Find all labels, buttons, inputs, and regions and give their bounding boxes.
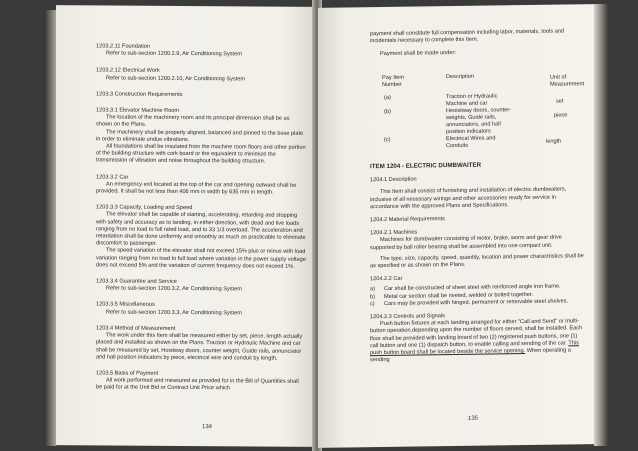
page-number: 135 — [468, 415, 479, 422]
table-cell: set — [556, 98, 564, 105]
column-header: Description — [446, 73, 474, 81]
table-cell: length — [546, 138, 562, 145]
section-text: All foundations shall be insulated from the machine room floors and other portion of the building structure with cork board or the equivalent to minimize the transmission of vibration and noise throughout the building structure. — [96, 143, 306, 165]
car-list — [370, 284, 586, 309]
table-cell: (a) — [384, 94, 391, 102]
column-header: Unit of Measurement — [550, 74, 585, 88]
section-heading: 1203.2.12 Electrical Work — [96, 67, 160, 75]
section-text: Push button fixtures at each landing arranged for either "Call and Send" or multi-button operation,depending upon the number of floors served, shall be installed. Each floor shall be provided with landing board of two (2) registered push buttons, one (1) call button and one (1) dispatch button, to enable calling and sending of the car. This push button board shall be located beside the service opening. When operating a sending — [370, 318, 583, 364]
table-cell: (b) — [384, 108, 391, 116]
list-item: a) Car shall be constructed of sheet steel with reinforced angle iron frame. — [370, 283, 561, 293]
section-heading: 1203.3.5 Miscellaneous — [96, 301, 155, 309]
section-text: This Item shall consist of furnishing and installation of electric dumbwaiters, inclusive of all necessary wirings and other accessories ready for service in accordance with the approved Plans and Specifications. — [370, 186, 567, 211]
pay-items-table — [382, 72, 585, 153]
section-text: payment shall constitute full compensation including labor, materials, tools and incidentals necessary to complete this Item. — [370, 28, 565, 45]
left-page-edge — [44, 10, 56, 446]
section-heading: 1203.5 Basis of Payment — [96, 370, 159, 377]
section-text: Refer to sub-section 1200.3.2, Air Conditioning System — [106, 285, 242, 293]
section-heading: 1203.3.1 Elevator Machine Room — [96, 107, 180, 114]
table-cell: Heoistway doors, counter-weights, Guide rails, annunciators, and hall position indicators — [446, 107, 511, 136]
section-text: The machinery shall be properly aligned, balanced and pinned to the base plate in order to eliminate undue vibrations. — [96, 129, 304, 143]
section-heading: 1203.3.2 Car — [96, 174, 129, 181]
page-number: 134 — [202, 424, 213, 431]
left-page — [56, 5, 314, 447]
section-heading: 1203.3.3 Capacity, Loading and Speed — [96, 204, 193, 212]
section-text: Refer to sub-section 1200.2.10, Air Conditioning System — [106, 75, 245, 83]
section-heading: 1203.4 Method of Measurement — [96, 325, 176, 332]
section-text: The type, size, capacity, speed, quantity, location and power charactristics shall be as specified or as shown on the Plans. — [370, 253, 584, 270]
section-heading: 1204.2.3 Controls and Signals — [370, 313, 445, 321]
section-heading: 1203.2.11 Foundation — [96, 43, 151, 50]
section-text: The speed variation of the elevator shall not exceed 15% plus or minus with load variation ranging from no load to full load where variation in the power supply voltage does not exceed 5% and the variation of current frequency does not exceed 1%. — [96, 247, 306, 270]
section-heading: 1203.3.4 Guarantee and Service — [96, 278, 177, 286]
section-text: The location of the machinery room and its principal dimension shall be as shown on the Plans. — [96, 114, 290, 129]
section-text: Machines for dumbwaiter consisting of motor, brake, worm and gear drive supported by ball roller bearing shall be assembled into one compact unit. — [370, 234, 562, 251]
section-heading: 1204.2.2 Car — [370, 275, 403, 283]
section-text: The elevator shall be capable of starting, accelerating, retarding and stopping with safety and accuracy as to landing, in either direction, with dead and live loads ranging from no load to full rated load, and to 33 1/3 overload. The acceleration and retardation shall be done uniformly and smoothly as much as practicable to eliminate discomfort to passenger. — [96, 211, 306, 248]
section-heading: 1204.1 Description — [370, 176, 417, 184]
section-text: An emergency exit located at the top of the car and opening outward shall be provided. It shall be not less than 406 mm in width by 635 mm in length. — [96, 181, 297, 196]
table-cell: (c) — [384, 136, 391, 144]
section-text: Refer to sub-section 1200.3.3, Air Conditioning System — [106, 309, 242, 317]
table-cell: Electrical Wires and Conduits — [446, 135, 496, 150]
column-header: Pay Item Number — [382, 74, 405, 89]
item-heading: ITEM 1204 - ELECTRIC DUMBWAITER — [370, 161, 482, 171]
section-text: All work performed and measured as provided for in the Bill of Quantities shall be paid for at the Unit Bid or Contract Unit Price which — [96, 377, 299, 392]
list-item: b) Metal car section shall be riveted, welded or bolted together. — [370, 291, 533, 300]
section-heading: 1203.3 Construction Requirements — [96, 91, 183, 98]
table-cell: Traction or Hydraulic Machine and car — [446, 93, 498, 108]
section-text: Refer to sub-section 1200.2.9, Air Conditioning System — [106, 50, 242, 58]
section-heading: 1204.2 Material Requirements — [370, 216, 445, 224]
list-item: c) Cars may be provided with hinged, permanent or removable steel shelves. — [370, 298, 569, 308]
right-page — [318, 4, 594, 448]
section-text: Payment shall be made under: — [380, 50, 456, 58]
section-heading: 1204.2.1 Machines — [370, 229, 418, 237]
section-text: The work under this Item shall be measured either by set, piece, length actually placed and installed as shown on the Plans. Traction or Hydraulic Machine and car shall be measured by set, Hoistway doors, counter weight, Guide rails, annunciator and hall position indicators by piece, electrical wire and conduit by length. — [96, 332, 303, 362]
table-cell: piece — [554, 112, 568, 119]
right-page-edge — [594, 4, 608, 446]
